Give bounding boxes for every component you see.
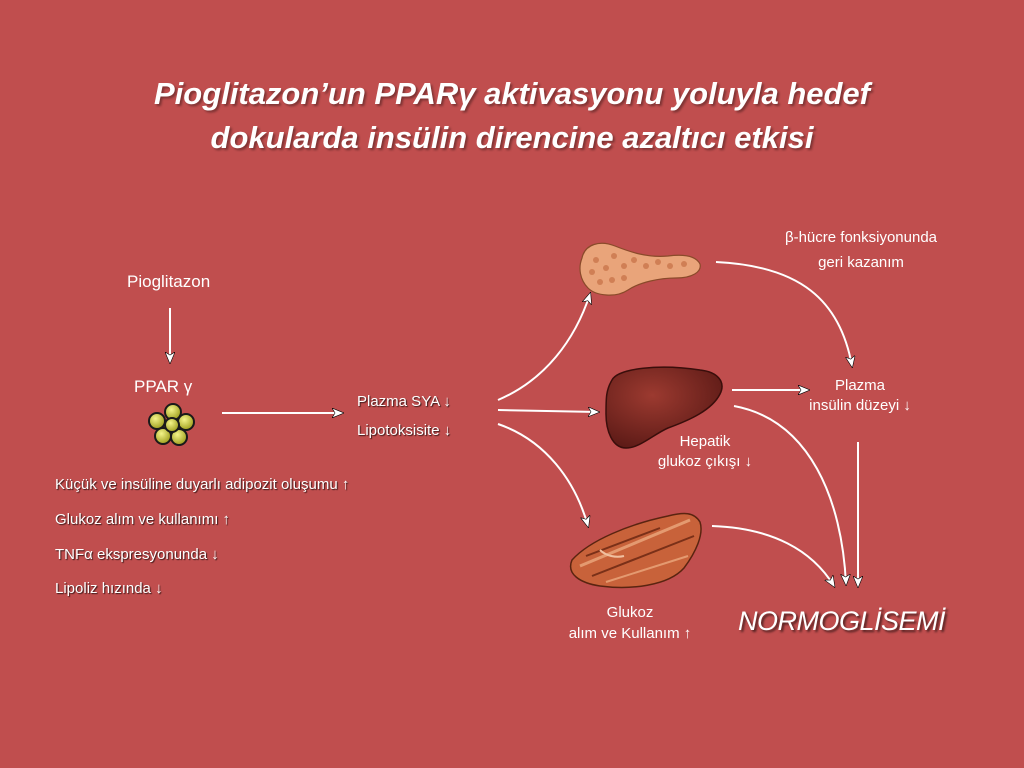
- ppar-gamma-label: PPAR γ: [134, 377, 193, 396]
- beta-cell-line-1: β-hücre fonksiyonunda: [784, 229, 938, 246]
- effect-item-glucose-uptake: Glukoz alım ve kullanımı ↑: [55, 511, 231, 528]
- muscle-icon: [571, 514, 701, 588]
- beta-cell-caption: [736, 229, 986, 271]
- title-line-1: Pioglitazon’un PPARγ aktivasyonu yoluyla hedef: [153, 76, 870, 111]
- glucose-uptake-caption: [520, 602, 740, 644]
- arrow-pancreas-to-insulin: [716, 262, 852, 366]
- beta-cell-line-2: geri kazanım: [818, 254, 904, 271]
- plasma-insulin-line-1: Plazma: [834, 377, 886, 394]
- arrow-to-liver: [498, 410, 598, 412]
- lipotoxicity-label: Lipotoksisite ↓: [357, 422, 452, 439]
- arrows: [170, 262, 858, 586]
- effect-item-adipocyte: Küçük ve insüline duyarlı adipozit oluşumu ↑: [55, 476, 350, 493]
- plasma-insulin-caption: [760, 376, 960, 416]
- arrow-to-pancreas: [498, 294, 590, 400]
- plasma-sya-label: Plazma SYA ↓: [357, 393, 451, 410]
- hepatic-output-line-2: glukoz çıkışı ↓: [657, 453, 753, 470]
- normoglycemia-label: NORMOGLİSEMİ: [738, 606, 946, 636]
- effect-item-tnf-alpha: TNFα ekspresyonunda ↓: [55, 546, 219, 563]
- adipocyte-cells-icon: [149, 404, 194, 445]
- glucose-uptake-line-1: Glukoz: [606, 604, 654, 621]
- hepatic-output-caption: [630, 432, 780, 472]
- effect-item-lipolysis: Lipoliz hızında ↓: [55, 580, 163, 597]
- hepatic-output-line-1: Hepatik: [679, 433, 731, 450]
- arrow-muscle-to-normo: [712, 526, 834, 586]
- pioglitazon-label: Pioglitazon: [127, 272, 211, 291]
- pancreas-icon: [580, 243, 700, 295]
- glucose-uptake-line-2: alım ve Kullanım ↑: [568, 625, 692, 642]
- plasma-insulin-line-2: insülin düzeyi ↓: [809, 397, 911, 414]
- arrow-to-muscle: [498, 424, 588, 526]
- title-line-2: dokularda insülin direncine azaltıcı etkisi: [210, 120, 814, 155]
